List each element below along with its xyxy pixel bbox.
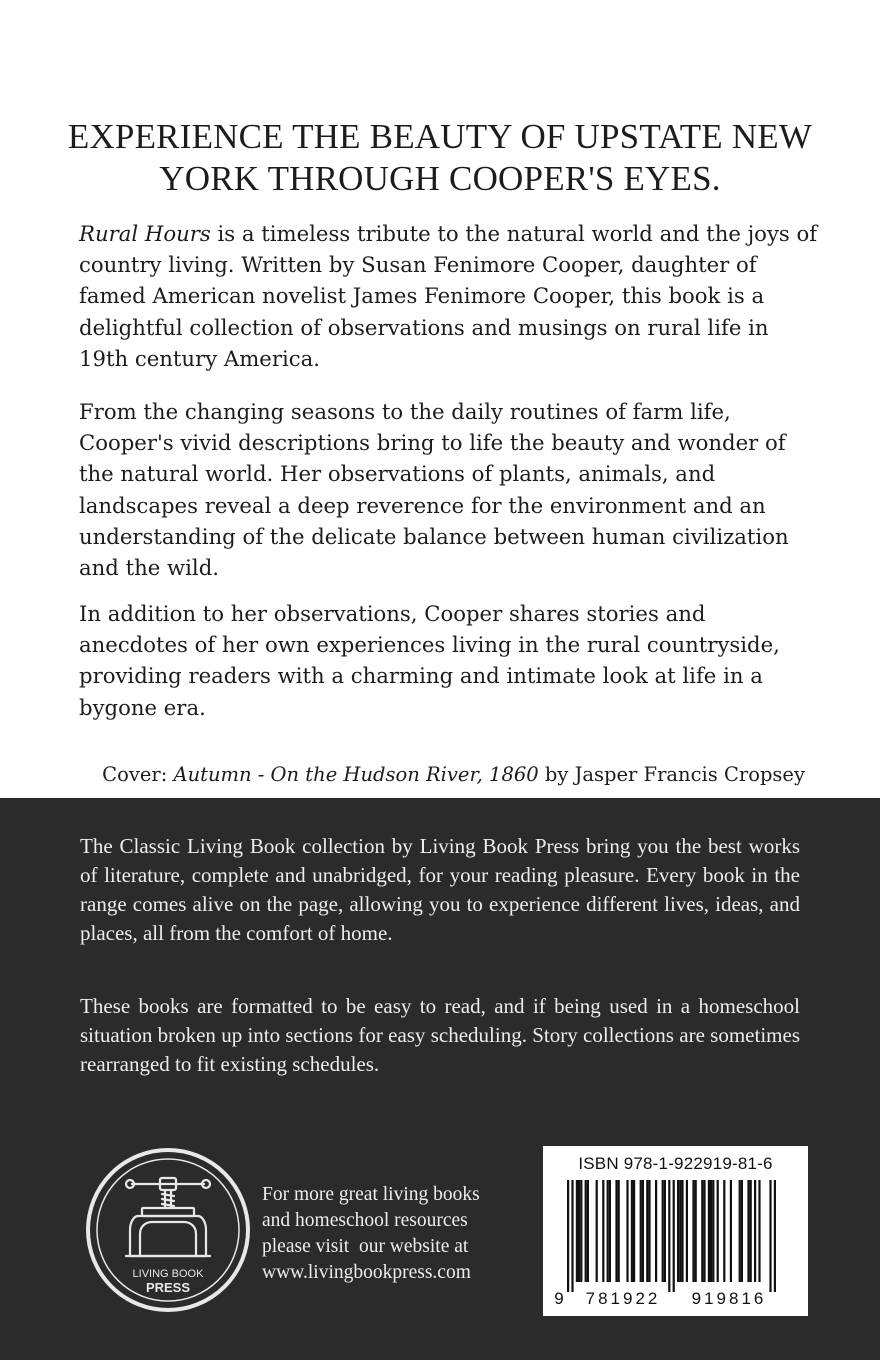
barcode-bar [648, 1180, 650, 1282]
isbn-text: ISBN 978-1-922919-81-6 [578, 1154, 773, 1173]
barcode-bar [739, 1180, 741, 1282]
barcode-bar [686, 1180, 688, 1282]
barcode-bar [615, 1180, 617, 1282]
barcode-bar [708, 1180, 710, 1282]
barcode-bar [578, 1180, 580, 1282]
barcode-bar [585, 1180, 587, 1282]
barcode-bar [607, 1180, 609, 1282]
barcode-bar [673, 1180, 675, 1292]
website-url: www.livingbookpress.com [262, 1262, 471, 1283]
description-paragraph-2: From the changing seasons to the daily routines of farm life, Cooper's vivid descriptions bring to life the beauty and wonder of the natural world. Her observations of plants, animals, and landscapes reveal a deep reverence for the environment and an understanding of the delicate balance between human civilization and the wild. [79, 399, 789, 581]
barcode-digits-left: 781922 [585, 1289, 661, 1308]
cover-credit [79, 761, 805, 789]
bottom-panel [0, 798, 880, 1360]
barcode-bar [580, 1180, 582, 1282]
barcode-bar [626, 1180, 628, 1282]
barcode-bar [747, 1180, 749, 1282]
barcode-bar [769, 1180, 771, 1292]
promo-line-2: and homeschool resources [262, 1210, 468, 1231]
living-book-press-logo [82, 1144, 254, 1316]
barcode-bar [587, 1180, 589, 1282]
barcode-bar [677, 1180, 679, 1282]
barcode-bar [730, 1180, 732, 1282]
credit-label: Cover: [102, 763, 174, 786]
barcode-bar [701, 1180, 703, 1282]
barcode-bar [633, 1180, 635, 1282]
barcode-bar [710, 1180, 712, 1282]
barcode-bar [567, 1180, 569, 1292]
barcode-bar [576, 1180, 578, 1282]
barcode-digit-lead: 9 [554, 1289, 564, 1308]
description-paragraph-1 [79, 218, 819, 374]
credit-artist: by Jasper Francis Cropsey [538, 763, 805, 786]
barcode-bar [609, 1180, 611, 1282]
logo-text-line-1: LIVING BOOK [132, 1268, 204, 1280]
barcode-bar [646, 1180, 648, 1282]
collection-paragraph-2: These books are formatted to be easy to read, and if being used in a homeschool situation broken up into sections for easy scheduling. Story collections are sometimes rearranged to fit existing schedules. [80, 994, 800, 1076]
barcode-bar [681, 1180, 683, 1282]
barcode-bar [679, 1180, 681, 1282]
website-promo [262, 1182, 524, 1286]
promo-line-1: For more great living books [262, 1184, 480, 1205]
barcode-bar [596, 1180, 598, 1282]
barcode-bar [695, 1180, 697, 1282]
barcode-bar [741, 1180, 743, 1282]
barcode-bar [758, 1180, 760, 1282]
credit-painting-title: Autumn - On the Hudson River, 1860 [173, 763, 539, 786]
barcode-bar [723, 1180, 725, 1282]
barcode-bar [754, 1180, 756, 1282]
description-paragraph-3: In addition to her observations, Cooper shares stories and anecdotes of her own experiences living in the rural countryside, providing readers with a charming and intimate look at life in a bygone era. [79, 601, 780, 720]
barcode-bar [774, 1180, 776, 1292]
barcode-bar [668, 1180, 670, 1292]
barcode-bar [750, 1180, 752, 1282]
book-title-italic: Rural Hours [79, 221, 211, 246]
barcode-bar [571, 1180, 573, 1292]
paragraph-1-text: is a timeless tribute to the natural world and the joys of country living. Written by Susan Fenimore Cooper, daughter of famed American novelist James Fenimore Cooper, this book is a delightful collection of observations and musings on rural life in 19th century America. [79, 221, 818, 371]
barcode-bar [664, 1180, 666, 1282]
barcode-bar [717, 1180, 719, 1282]
barcode-bar [662, 1180, 664, 1282]
logo-text-line-2: PRESS [145, 1280, 191, 1295]
barcode-bar [618, 1180, 620, 1282]
barcode-bar [642, 1180, 644, 1282]
barcode-bar [631, 1180, 633, 1282]
isbn-barcode [543, 1146, 808, 1316]
barcode-bar [640, 1180, 642, 1282]
barcode-bar [712, 1180, 714, 1282]
barcode-digits-right: 919816 [691, 1289, 767, 1308]
collection-paragraph-1: The Classic Living Book collection by Living Book Press bring you the best works of literature, complete and unabridged, for your reading pleasure. Every book in the range comes alive on the page, allowing you to experience different lives, ideas, and places, all from the comfort of home. [80, 834, 800, 945]
promo-line-3: please visit our website at [262, 1236, 469, 1257]
headline: EXPERIENCE THE BEAUTY OF UPSTATE NEW YORK THROUGH COOPER'S EYES. [67, 117, 813, 198]
barcode-graphic [553, 1180, 798, 1310]
barcode-bar [692, 1180, 694, 1282]
barcode-bar [703, 1180, 705, 1282]
barcode-bar [602, 1180, 604, 1282]
barcode-bar [655, 1180, 657, 1282]
